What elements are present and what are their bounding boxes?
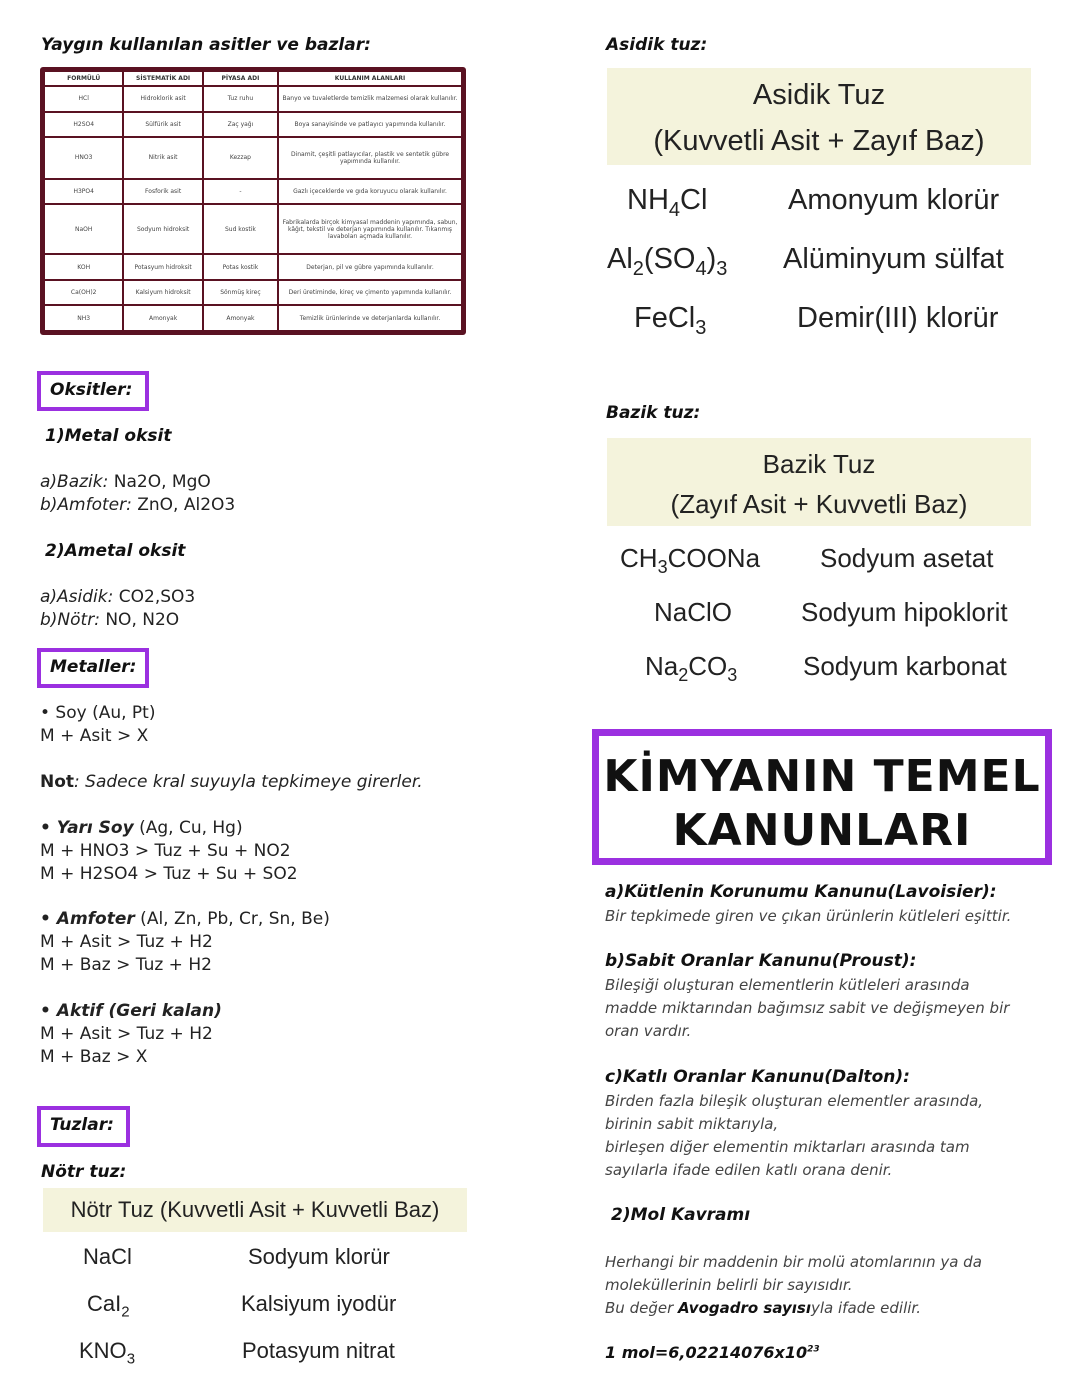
law-c-text-1: Birden fazla bileşik oluşturan elementler arasında, (605, 1092, 984, 1110)
active-reaction-1: M + Asit > Tuz + H2 (40, 1024, 213, 1044)
neutral-salt-header: Nötr Tuz (Kuvvetli Asit + Kuvvetli Baz) (43, 1188, 467, 1232)
neutral-salt-title: Nötr tuz: (41, 1162, 127, 1182)
salt-formula (654, 597, 732, 628)
table-cell: NH3 (44, 305, 123, 331)
formula-text: FeCl (634, 302, 696, 334)
table-cell: Potasyum hidroksit (123, 254, 202, 280)
semi-noble-reaction-2: M + H2SO4 > Tuz + Su + SO2 (40, 864, 298, 884)
table-cell: Tuz ruhu (203, 86, 278, 112)
table-cell: Hidroklorik asit (123, 86, 202, 112)
metal-oxide-amphoteric (40, 494, 235, 517)
table-cell: Dinamit, çeşitli patlayıcılar, plastik ve sentetik gübre yapımında kullanılır. (278, 137, 462, 179)
basic-salt-list (607, 540, 1047, 700)
nonmetal-oxide-acidic-value: CO2,SO3 (113, 587, 196, 607)
table-cell: H2SO4 (44, 112, 123, 138)
formula-text: NaCl (83, 1244, 132, 1269)
formula-text: Na (645, 651, 679, 681)
table-header: KULLANIM ALANLARI (278, 71, 462, 86)
salt-formula (627, 184, 707, 222)
table-row (44, 179, 462, 205)
law-b-text-2: madde miktarından bağımsız sabit ve değişmeyen bir (605, 999, 1010, 1017)
formula-subscript: 4 (668, 198, 681, 221)
basic-salt-header-line-2: (Zayıf Asit + Kuvvetli Baz) (670, 489, 968, 519)
metal-oxide-basic-label: a)Bazik: (40, 472, 109, 492)
amphoteric-line (40, 908, 330, 931)
neutral-salt-list (43, 1240, 467, 1370)
formula-subscript: 3 (657, 557, 668, 578)
avogadro-value (605, 1343, 820, 1362)
table-cell: NaOH (44, 204, 123, 254)
formula-subscript: 3 (695, 316, 707, 339)
table-cell: HCl (44, 86, 123, 112)
table-cell: Temizlik ürünlerinde ve deterjanlarda kullanılır. (278, 305, 462, 331)
table-cell: H3PO4 (44, 179, 123, 205)
avogadro-term: Avogadro sayısı (678, 1299, 811, 1317)
formula-text: NaClO (654, 597, 733, 627)
table-cell: HNO3 (44, 137, 123, 179)
mole-text-1: Herhangi bir maddenin bir molü atomlarının ya da (605, 1253, 982, 1271)
metal-oxide-basic (40, 471, 211, 494)
semi-noble-examples: (Ag, Cu, Hg) (133, 818, 243, 838)
nonmetal-oxide-title: 2)Ametal oksit (45, 541, 186, 561)
salt-formula (87, 1291, 130, 1320)
active-reaction-2: M + Baz > X (40, 1047, 148, 1067)
salt-formula (620, 543, 760, 578)
formula-subscript: 2 (121, 1303, 130, 1321)
formula-text: COONa (667, 543, 761, 573)
semi-noble-title: • Yarı Soy (40, 818, 134, 838)
table-cell: Potas kostik (203, 254, 278, 280)
basic-laws-heading-line-1: KİMYANIN TEMEL (603, 751, 1041, 802)
table-row (44, 86, 462, 112)
salt-name: Potasyum nitrat (242, 1338, 395, 1363)
oxides-label: Oksitler: (37, 371, 149, 411)
metal-oxide-basic-value: Na2O, MgO (108, 472, 211, 492)
table-header: PİYASA ADI (203, 71, 278, 86)
table-row (44, 305, 462, 331)
nonmetal-oxide-acidic-label: a)Asidik: (40, 587, 114, 607)
acidic-salt-header-line-1: Asidik Tuz (752, 79, 886, 111)
table-cell: Kalsiyum hidroksit (123, 280, 202, 306)
formula-subscript: 3 (716, 257, 728, 280)
basic-salt-header (607, 438, 1031, 526)
table-cell: Fosforik asit (123, 179, 202, 205)
table-cell: Amonyak (203, 305, 278, 331)
noble-metals-reaction: M + Asit > X (40, 726, 149, 746)
formula-text: KNO (79, 1338, 127, 1363)
formula-text: CH (620, 543, 658, 573)
table-cell: Kezzap (203, 137, 278, 179)
metal-oxide-amphoteric-value: ZnO, Al2O3 (131, 495, 236, 515)
salts-label: Tuzlar: (37, 1106, 130, 1147)
formula-subscript: 4 (695, 257, 707, 280)
table-header: FORMÜLÜ (44, 71, 123, 86)
table-cell: Boya sanayisinde ve patlayıcı yapımında kullanılır. (278, 112, 462, 138)
law-c-title: c)Katlı Oranlar Kanunu(Dalton): (605, 1067, 910, 1087)
table-cell: Fabrikalarda birçok kimyasal maddenin yapımında, sabun, kâğıt, tekstil ve deterjan yapımında kullanılır. Tıkanmış lavaboları açmada kullanılır. (278, 204, 462, 254)
table-row (44, 112, 462, 138)
note-label: Not (40, 772, 75, 792)
table-cell: KOH (44, 254, 123, 280)
table-row (44, 280, 462, 306)
salt-name: Amonyum klorür (788, 184, 1000, 216)
salt-name: Sodyum hipoklorit (801, 597, 1008, 627)
avogadro-value-text: 1 mol=6,02214076x10 (605, 1343, 808, 1362)
law-c-text-4: sayılarla ifade edilen katlı orana denir. (605, 1161, 893, 1179)
table-cell: Sülfürik asit (123, 112, 202, 138)
formula-subscript: 2 (678, 665, 689, 686)
metals-label: Metaller: (37, 648, 149, 688)
salt-formula (79, 1338, 135, 1367)
law-b-text-3: oran vardır. (605, 1022, 692, 1040)
semi-noble-line (40, 817, 243, 840)
formula-text: NH (627, 184, 669, 216)
acidic-salt-title: Asidik tuz: (606, 35, 708, 55)
law-c-text-3: birleşen diğer elementin miktarları arasında tam (605, 1138, 970, 1156)
law-b-title: b)Sabit Oranlar Kanunu(Proust): (605, 951, 917, 971)
table-cell: Amonyak (123, 305, 202, 331)
table-cell: Deterjan, pil ve gübre yapımında kullanılır. (278, 254, 462, 280)
table-cell: Sodyum hidroksit (123, 204, 202, 254)
amphoteric-reaction-2: M + Baz > Tuz + H2 (40, 955, 212, 975)
mole-text-3 (605, 1297, 921, 1320)
formula-text: ) (706, 243, 717, 275)
formula-subscript: 3 (126, 1350, 136, 1368)
table-cell: Sud kostik (203, 204, 278, 254)
amphoteric-title: • Amfoter (40, 909, 135, 929)
acidic-salt-header (607, 68, 1031, 165)
salt-formula (634, 302, 706, 340)
mole-text-2: moleküllerinin belirli bir sayısıdır. (605, 1276, 853, 1294)
table-row (44, 137, 462, 179)
formula-subscript: 3 (727, 665, 738, 686)
basic-laws-heading-line-2: KANUNLARI (672, 805, 972, 856)
salt-formula (83, 1244, 132, 1270)
acids-bases-table (40, 67, 466, 335)
table-row (44, 204, 462, 254)
table-cell: Nitrik asit (123, 137, 202, 179)
acidic-salt-list (607, 180, 1047, 350)
basic-salt-title: Bazik tuz: (606, 403, 701, 423)
noble-metals-line: • Soy (Au, Pt) (40, 703, 156, 723)
metal-oxide-title: 1)Metal oksit (45, 426, 172, 446)
formula-subscript: 2 (632, 257, 644, 280)
amphoteric-examples: (Al, Zn, Pb, Cr, Sn, Be) (134, 909, 330, 929)
table-cell: - (203, 179, 278, 205)
formula-text: Al (607, 243, 633, 275)
mole-text-3-post: yla ifade edilir. (811, 1299, 921, 1317)
note-text: : Sadece kral suyuyla tepkimeye girerler. (74, 772, 423, 792)
formula-text: Cl (680, 184, 708, 216)
formula-text: CaI (87, 1291, 122, 1316)
semi-noble-reaction-1: M + HNO3 > Tuz + Su + NO2 (40, 841, 291, 861)
acids-bases-title: Yaygın kullanılan asitler ve bazlar: (41, 35, 371, 55)
law-a-text: Bir tepkimede giren ve çıkan ürünlerin kütleleri eşittir. (605, 907, 1012, 925)
nonmetal-oxide-neutral (40, 609, 179, 632)
salt-name: Sodyum karbonat (803, 651, 1007, 681)
metal-oxide-amphoteric-label: b)Amfoter: (40, 495, 132, 515)
formula-text: CO (688, 651, 728, 681)
nonmetal-oxide-acidic (40, 586, 195, 609)
nonmetal-oxide-neutral-value: NO, N2O (99, 610, 180, 630)
salt-name: Demir(III) klorür (797, 302, 999, 334)
table-cell: Banyo ve tuvaletlerde temizlik malzemesi olarak kullanılır. (278, 86, 462, 112)
mole-text-3-pre: Bu değer (605, 1299, 679, 1317)
salt-name: Kalsiyum iyodür (241, 1291, 397, 1316)
table-header: SİSTEMATİK ADI (123, 71, 202, 86)
salt-formula (607, 243, 727, 281)
table-cell: Sönmüş kireç (203, 280, 278, 306)
mole-concept-title: 2)Mol Kavramı (611, 1205, 751, 1225)
table-cell: Ca(OH)2 (44, 280, 123, 306)
note-line (40, 771, 423, 794)
table-cell: Deri üretiminde, kireç ve çimento yapımında kullanılır. (278, 280, 462, 306)
salt-name: Alüminyum sülfat (783, 243, 1004, 275)
table-header-row (44, 71, 462, 86)
avogadro-exponent: 23 (807, 1344, 820, 1355)
amphoteric-reaction-1: M + Asit > Tuz + H2 (40, 932, 213, 952)
basic-laws-heading (592, 729, 1052, 865)
nonmetal-oxide-neutral-label: b)Nötr: (40, 610, 100, 630)
active-title: • Aktif (Geri kalan) (40, 1001, 222, 1021)
acidic-salt-header-line-2: (Kuvvetli Asit + Zayıf Baz) (653, 125, 985, 157)
basic-salt-header-line-1: Bazik Tuz (762, 449, 876, 479)
law-b-text-1: Bileşiği oluşturan elementlerin kütleleri arasında (605, 976, 970, 994)
law-c-text-2: birinin sabit miktarıyla, (605, 1115, 779, 1133)
formula-text: (SO (643, 243, 696, 275)
table-row (44, 254, 462, 280)
salt-name: Sodyum klorür (248, 1244, 390, 1269)
law-a-title: a)Kütlenin Korunumu Kanunu(Lavoisier): (605, 882, 997, 902)
table-cell: Gazlı içeceklerde ve gıda koruyucu olarak kullanılır. (278, 179, 462, 205)
table-cell: Zaç yağı (203, 112, 278, 138)
salt-formula (645, 651, 737, 686)
salt-name: Sodyum asetat (820, 543, 994, 573)
